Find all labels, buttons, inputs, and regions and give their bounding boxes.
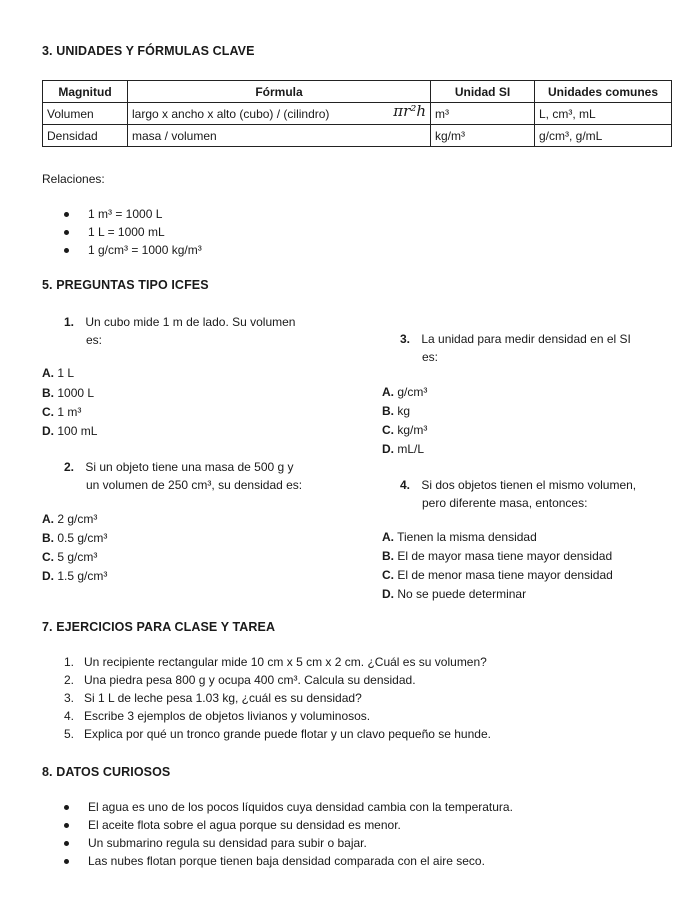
header-magnitud: Magnitud (43, 81, 128, 103)
relaciones-label: Relaciones: (42, 172, 105, 186)
question-text: pero diferente masa, entonces: (422, 496, 588, 510)
question-text: es: (86, 333, 103, 347)
formula-math: πr²h (393, 102, 426, 120)
cell-comunes: L, cm³, mL (535, 103, 672, 125)
option-key: D. (42, 569, 54, 583)
option-b (382, 402, 410, 420)
option-text: kg/m³ (397, 423, 428, 437)
formula-text: masa / volumen (132, 128, 217, 143)
option-text: 0.5 g/cm³ (57, 531, 108, 545)
section-7-title: 7. EJERCICIOS PARA CLASE Y TAREA (42, 620, 276, 634)
list-item: 1 m³ = 1000 L (64, 205, 202, 223)
list-item: 1 L = 1000 mL (64, 223, 202, 241)
item-text: Explica por qué un tronco grande puede flotar y un clavo pequeño se hunde. (84, 727, 491, 741)
option-text: Tienen la misma densidad (397, 530, 537, 544)
option-text: g/cm³ (397, 385, 428, 399)
question-text: un volumen de 250 cm³, su densidad es: (86, 478, 303, 492)
list-item (64, 707, 491, 725)
list-item (64, 725, 491, 743)
item-text: Si 1 L de leche pesa 1.03 kg, ¿cuál es su densidad? (84, 691, 362, 705)
cell-formula (128, 125, 431, 147)
option-d (382, 585, 526, 603)
list-item: Un submarino regula su densidad para subir o bajar. (64, 834, 513, 852)
option-key: D. (382, 442, 394, 456)
option-d (382, 440, 424, 458)
option-key: C. (42, 405, 54, 419)
option-key: A. (382, 530, 394, 544)
question-text: La unidad para medir densidad en el SI (421, 332, 631, 346)
option-text: No se puede determinar (397, 587, 527, 601)
option-d (42, 567, 107, 585)
option-c (42, 548, 97, 566)
list-item: El agua es uno de los pocos líquidos cuya densidad cambia con la temperatura. (64, 798, 513, 816)
option-c (382, 566, 613, 584)
section-3-title: 3. UNIDADES Y FÓRMULAS CLAVE (42, 44, 255, 58)
option-text: El de mayor masa tiene mayor densidad (397, 549, 613, 563)
option-b (42, 529, 107, 547)
option-key: D. (42, 424, 54, 438)
option-key: C. (42, 550, 54, 564)
table-header-row (43, 81, 672, 103)
option-key: C. (382, 568, 394, 582)
question-2 (64, 458, 302, 494)
header-unidad-si: Unidad SI (431, 81, 535, 103)
question-1 (64, 313, 295, 349)
cell-unidad-si: m³ (431, 103, 535, 125)
list-item (64, 653, 491, 671)
cell-unidad-si: kg/m³ (431, 125, 535, 147)
option-text: mL/L (397, 442, 425, 456)
item-number: 2. (64, 673, 75, 687)
option-text: 1 L (57, 366, 75, 380)
option-text: kg (397, 404, 411, 418)
option-key: A. (42, 512, 54, 526)
option-key: A. (42, 366, 54, 380)
question-text: Si dos objetos tienen el mismo volumen, (421, 478, 637, 492)
formula-text: largo x ancho x alto (cubo) / (cilindro) (132, 106, 330, 121)
section-5-title: 5. PREGUNTAS TIPO ICFES (42, 278, 209, 292)
question-text: Si un objeto tiene una masa de 500 g y (85, 460, 294, 474)
section-8-title: 8. DATOS CURIOSOS (42, 765, 171, 779)
question-number: 1. (64, 315, 75, 329)
option-a (42, 364, 74, 382)
units-table (42, 80, 672, 147)
option-c (382, 421, 427, 439)
cell-magnitud: Volumen (43, 103, 128, 125)
option-key: C. (382, 423, 394, 437)
table-row (43, 125, 672, 147)
option-text: 2 g/cm³ (57, 512, 98, 526)
question-number: 2. (64, 460, 75, 474)
table-row (43, 103, 672, 125)
option-text: 1.5 g/cm³ (57, 569, 108, 583)
question-4 (400, 476, 636, 512)
question-text: Un cubo mide 1 m de lado. Su volumen (85, 315, 296, 329)
header-formula: Fórmula (128, 81, 431, 103)
relaciones-list (64, 205, 202, 259)
curiosities-list (64, 798, 513, 870)
option-a (42, 510, 97, 528)
item-number: 4. (64, 709, 75, 723)
option-c (42, 403, 81, 421)
cell-formula (128, 103, 431, 125)
option-text: 1000 L (57, 386, 95, 400)
item-number: 1. (64, 655, 75, 669)
option-key: B. (382, 404, 394, 418)
option-key: A. (382, 385, 394, 399)
cell-comunes: g/cm³, g/mL (535, 125, 672, 147)
item-text: Escribe 3 ejemplos de objetos livianos y voluminosos. (84, 709, 371, 723)
item-number: 5. (64, 727, 75, 741)
option-key: D. (382, 587, 394, 601)
question-3 (400, 330, 631, 366)
option-b (42, 384, 94, 402)
item-text: Una piedra pesa 800 g y ocupa 400 cm³. Calcula su densidad. (84, 673, 416, 687)
list-item (64, 689, 491, 707)
option-text: 1 m³ (57, 405, 82, 419)
option-a (382, 383, 427, 401)
item-text: Un recipiente rectangular mide 10 cm x 5 cm x 2 cm. ¿Cuál es su volumen? (84, 655, 487, 669)
list-item: 1 g/cm³ = 1000 kg/m³ (64, 241, 202, 259)
list-item: Las nubes flotan porque tienen baja densidad comparada con el aire seco. (64, 852, 513, 870)
option-text: 5 g/cm³ (57, 550, 98, 564)
option-key: B. (382, 549, 394, 563)
question-number: 3. (400, 332, 411, 346)
question-number: 4. (400, 478, 411, 492)
item-number: 3. (64, 691, 75, 705)
option-b (382, 547, 612, 565)
cell-magnitud: Densidad (43, 125, 128, 147)
option-a (382, 528, 537, 546)
list-item: El aceite flota sobre el agua porque su densidad es menor. (64, 816, 513, 834)
option-text: El de menor masa tiene mayor densidad (397, 568, 613, 582)
exercises-list (64, 653, 491, 743)
question-text: es: (422, 350, 439, 364)
option-d (42, 422, 97, 440)
option-text: 100 mL (57, 424, 98, 438)
option-key: B. (42, 386, 54, 400)
list-item (64, 671, 491, 689)
option-key: B. (42, 531, 54, 545)
header-unidades-comunes: Unidades comunes (535, 81, 672, 103)
